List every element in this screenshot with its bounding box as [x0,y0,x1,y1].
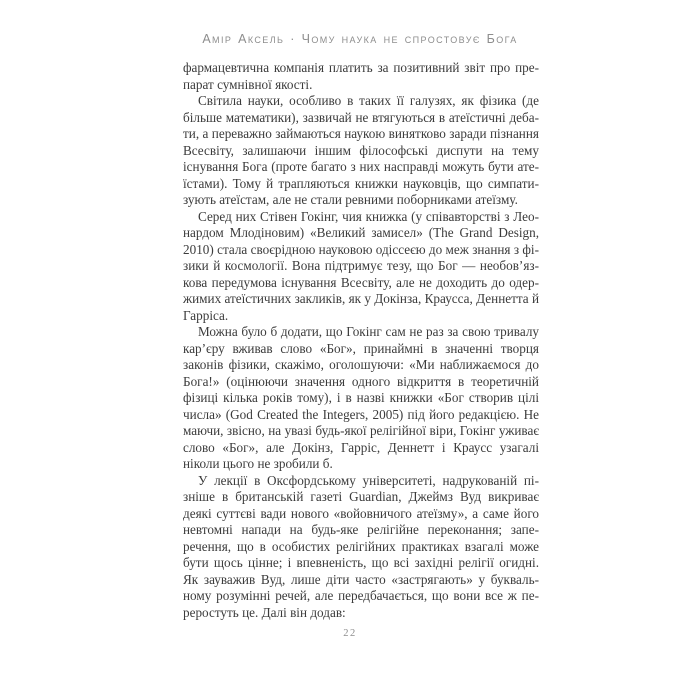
running-header: Амір Аксель · Чому наука не спростовує Бога [202,32,518,46]
paragraph: фармацевтична компанія платить за позитивний звіт про препарат сумнівної якості. [183,60,539,92]
paragraph: Можна було б додати, що Гокінг сам не раз за свою тривалу кар’єру вживав слово «Бог», принаймні в значенні творця законів фізики, скажімо, оголошуючи: «Ми наближаємося до Бога!» (оцінюючи значення одного відкриття в теоретичній фізиці кілька років тому), і в назві книжки «Бог створив цілі числа» (God Created the Integers, 2005) під його редакцією. Не маючи, звісно, на увазі будь-якої релігійної віри, Гокінг уживає слово «Бог», але Докінз, Гарріс, Деннетт і Краусс узагалі ніколи цього не зробили б. [183,324,539,471]
paragraph: Серед них Стівен Гокінг, чия книжка (у співавторстві з Леонардом Млодіновим) «Великий замисел» (The Grand Design, 2010) стала своєрідною науковою одіссеєю до меж знання з фізики й космології. Вона підтримує тезу, що Бог — необов’язкова передумова існування Всесвіту, але не доходить до одержимих атеїстичних закликів, як у Докінза, Краусса, Деннетта й Гарріса. [183,208,539,323]
body-text [183,60,539,621]
paragraph: У лекції в Оксфордському університеті, надрукованій пізніше в британській газеті Guardian, Джеймз Вуд викриває деякі суттєві вади нового «войовничого атеїзму», а саме його невтомні напади на будь-яке релігійне переконання; заперечення, що в особистих релігійних практиках взагалі може бути щось цінне; і впевненість, що всі західні релігії огидні. Як зауважив Вуд, лише діти часто «застрягають» у буквальному розумінні речей, але передбачається, що вони все ж переростуть це. Далі він додав: [183,472,539,620]
page-number: 22 [343,628,357,639]
paragraph: Світила науки, особливо в таких її галузях, як фізика (де більше математики), зазвичай не втягуються в атеїстичні дебати, а переважно займаються наукою винятково заради пізнання Всесвіту, залишаючи іншим філософські диспути на тему існування Бога (проте багато з них насправді можуть бути атеїстами). Тому й трапляються книжки науковців, що симпатизують атеїстам, але не стали ревними поборниками атеїзму. [183,93,539,207]
